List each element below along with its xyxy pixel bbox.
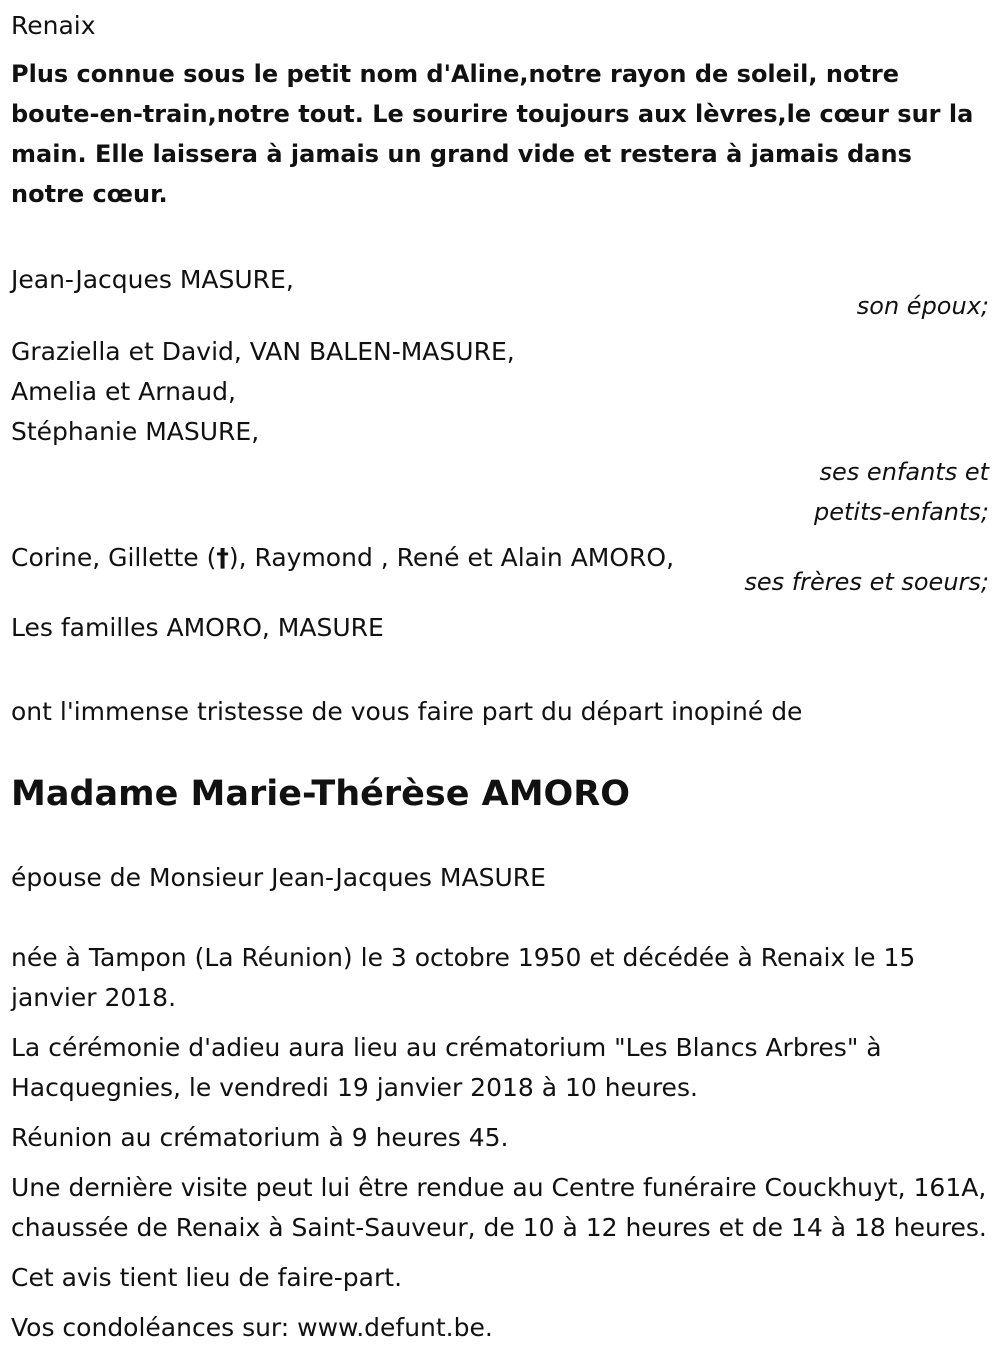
cross-icon: † <box>216 543 229 572</box>
obituary-notice <box>11 6 989 1358</box>
spouse-role: son époux; <box>856 292 989 320</box>
spouse-name: Jean-Jacques MASURE, <box>11 265 294 294</box>
children-group <box>11 332 989 532</box>
city-label: Renaix <box>11 11 96 40</box>
spouse-of: épouse de Monsieur Jean-Jacques MASURE <box>11 863 546 892</box>
siblings-group <box>11 538 989 602</box>
notice-paragraph: Cet avis tient lieu de faire-part. <box>11 1263 403 1292</box>
deceased-name: Madame Marie-Thérèse AMORO <box>11 774 630 814</box>
families-line: Les familles AMORO, MASURE <box>11 613 384 642</box>
visit-paragraph: Une dernière visite peut lui être rendue au Centre funéraire Couckhuyt, 161A, chaussée de Renaix à Saint-Sauveur, de 10 à 12 heures et de 14 à 18 heures. <box>11 1173 987 1242</box>
spouse-group <box>11 260 989 326</box>
child-line: Graziella et David, VAN BALEN-MASURE, <box>11 337 515 366</box>
gathering-paragraph: Réunion au crématorium à 9 heures 45. <box>11 1123 509 1152</box>
child-line: Stéphanie MASURE, <box>11 417 260 446</box>
intro-text: Plus connue sous le petit nom d'Aline,notre rayon de soleil, notre boute-en-train,notre tout. Le sourire toujours aux lèvres,le cœur sur la main. Elle laissera à jamais un grand vide et restera à jamais dans notre cœur. <box>11 60 974 208</box>
siblings-before: Corine, Gillette ( <box>11 543 217 572</box>
children-role-line1: ses enfants et <box>819 458 989 486</box>
siblings-role: ses frères et soeurs; <box>744 568 989 596</box>
birth-death-paragraph: née à Tampon (La Réunion) le 3 octobre 1950 et décédée à Renaix le 15 janvier 2018. <box>11 943 916 1012</box>
children-role-line2: petits-enfants; <box>814 498 989 526</box>
siblings-after: ), Raymond , René et Alain AMORO, <box>228 543 675 572</box>
ceremony-paragraph: La cérémonie d'adieu aura lieu au crématorium "Les Blancs Arbres" à Hacquegnies, le vendredi 19 janvier 2018 à 10 heures. <box>11 1033 882 1102</box>
announcement: ont l'immense tristesse de vous faire part du départ inopiné de <box>11 697 803 726</box>
condolences-paragraph: Vos condoléances sur: www.defunt.be. <box>11 1313 493 1342</box>
child-line: Amelia et Arnaud, <box>11 377 236 406</box>
